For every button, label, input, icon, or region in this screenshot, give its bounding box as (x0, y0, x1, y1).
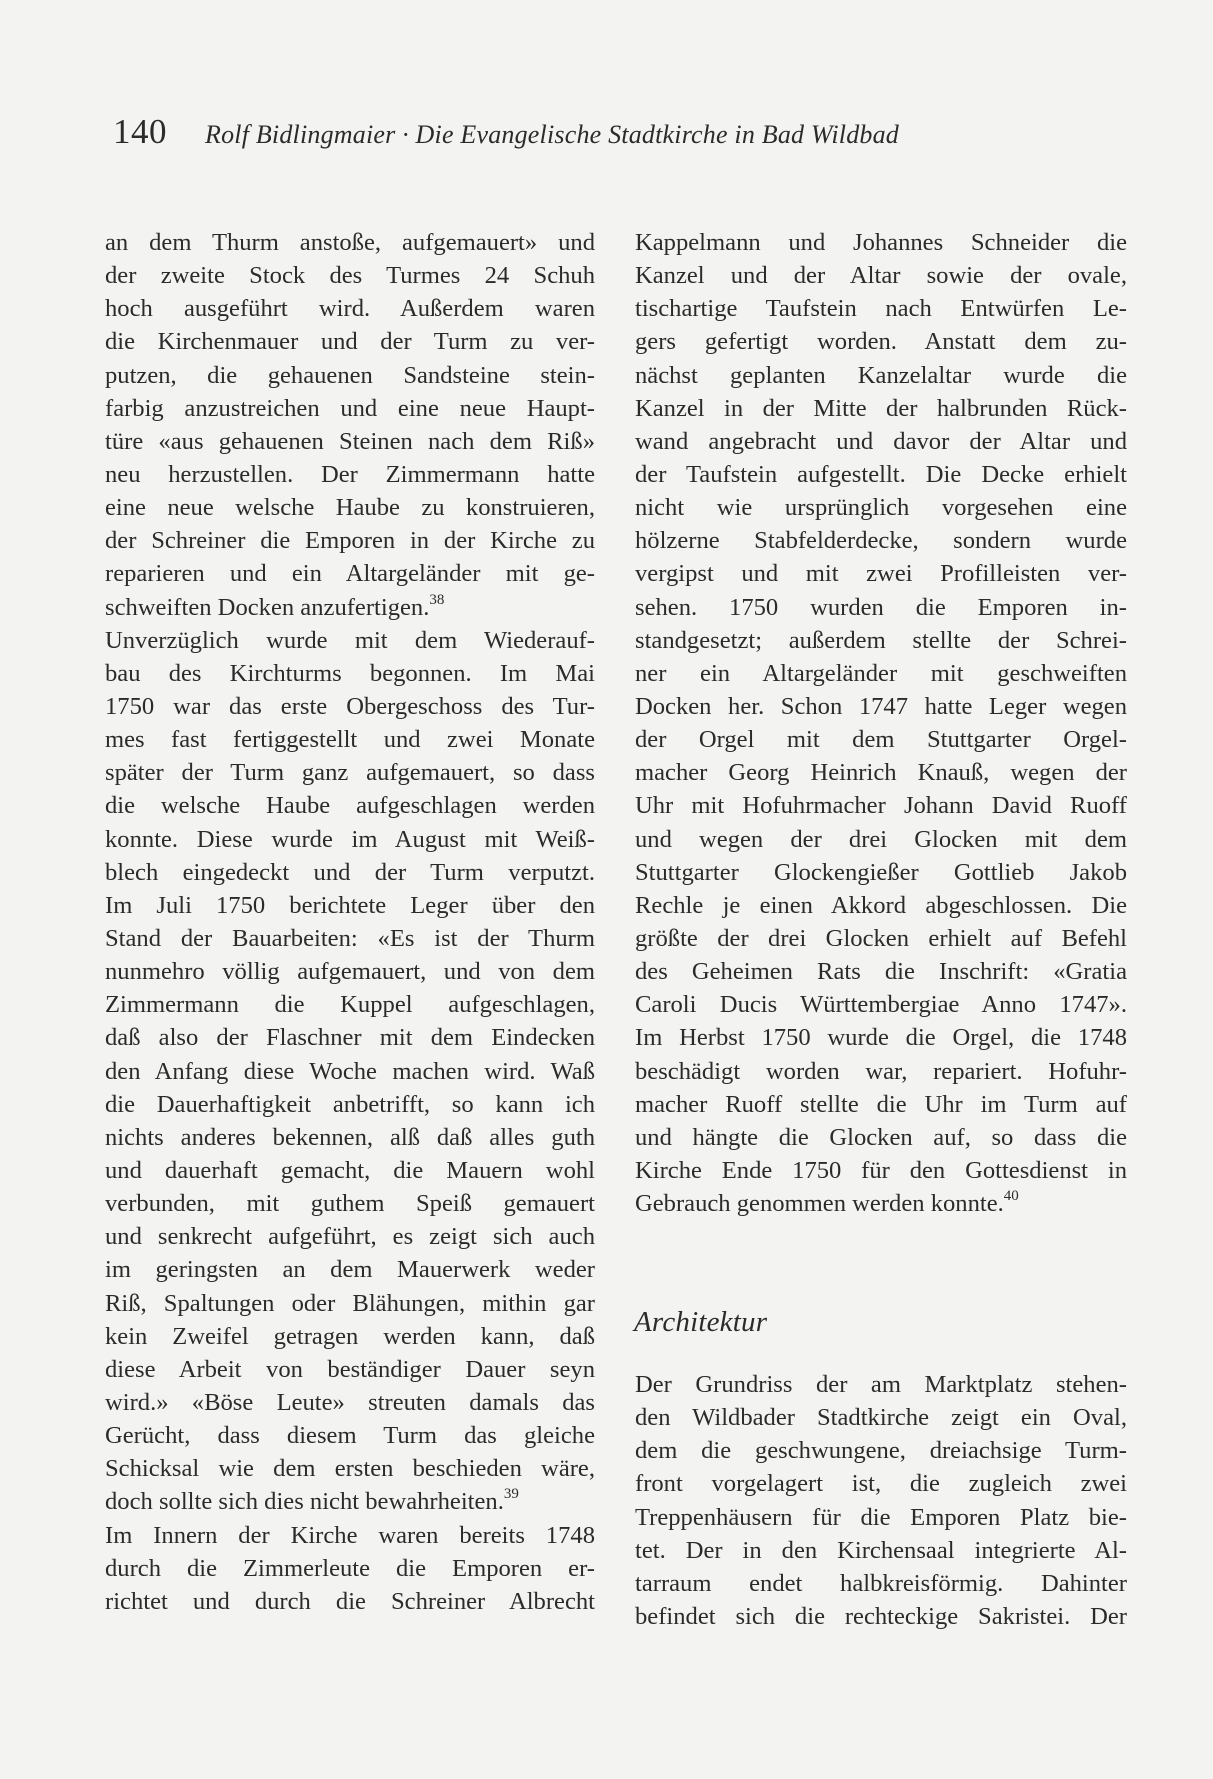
text-line: neu herzustellen. Der Zimmermann hatte (105, 460, 595, 488)
text-line: wird.» «Böse Leute» streuten damals das (105, 1388, 595, 1416)
text-line: wand angebracht und davor der Altar und (635, 427, 1127, 455)
text-line: türe «aus gehauenen Steinen nach dem Riß» (105, 427, 595, 455)
text-line: nichts anderes bekennen, alß daß alles guth (105, 1123, 595, 1151)
left-column (105, 226, 595, 1618)
text-line: tarraum endet halbkreisförmig. Dahinter (635, 1569, 1127, 1597)
text-line: Zimmermann die Kuppel aufgeschlagen, (105, 991, 595, 1019)
footnote-marker: 40 (1003, 1188, 1019, 1205)
text-line: daß also der Flaschner mit dem Eindecken (105, 1024, 595, 1052)
text-line: 1750 war das erste Obergeschoss des Tur- (105, 692, 595, 720)
text-line: befindet sich die rechteckige Sakristei. Der (635, 1602, 1127, 1630)
text-line-content: doch sollte sich dies nicht bewahrheiten. (105, 1488, 504, 1516)
text-line: front vorgelagert ist, die zugleich zwei (635, 1470, 1127, 1498)
text-line: Im Herbst 1750 wurde die Orgel, die 1748 (635, 1024, 1127, 1052)
text-line: macher Ruoff stellte die Uhr im Turm auf (635, 1090, 1127, 1118)
text-line: hölzerne Stabfelderdecke, sondern wurde (635, 527, 1127, 555)
text-line: Kanzel in der Mitte der halbrunden Rück- (635, 394, 1127, 422)
text-line: Gerücht, dass diesem Turm das gleiche (105, 1422, 595, 1450)
text-line: durch die Zimmerleute die Emporen er- (105, 1554, 595, 1582)
text-line: größte der drei Glocken erhielt auf Befehl (635, 924, 1127, 952)
section-heading: Architektur (634, 1306, 768, 1338)
text-line: der zweite Stock des Turmes 24 Schuh (105, 262, 595, 290)
text-line: Kirche Ende 1750 für den Gottesdienst in (635, 1156, 1127, 1184)
text-line: Uhr mit Hofuhrmacher Johann David Ruoff (635, 792, 1127, 820)
text-line: später der Turm ganz aufgemauert, so dass (105, 759, 595, 787)
text-line: sehen. 1750 wurden die Emporen in- (635, 593, 1127, 621)
text-line: Der Grundriss der am Marktplatz stehen- (635, 1371, 1127, 1398)
footnote-marker: 38 (429, 591, 445, 608)
text-line: putzen, die gehauenen Sandsteine stein- (105, 361, 595, 389)
text-line: Im Juli 1750 berichtete Leger über den (105, 891, 595, 919)
text-line: an dem Thurm anstoße, aufgemauert» und (105, 229, 595, 256)
text-line: verbunden, mit guthem Speiß gemauert (105, 1190, 595, 1218)
text-line: Stand der Bauarbeiten: «Es ist der Thurm (105, 924, 595, 952)
text-line: richtet und durch die Schreiner Albrecht (105, 1587, 595, 1615)
text-line: und dauerhaft gemacht, die Mauern wohl (105, 1156, 595, 1184)
text-line: den Anfang diese Woche machen wird. Waß (105, 1057, 595, 1085)
text-line: die Kirchenmauer und der Turm zu ver- (105, 328, 595, 356)
text-line: mes fast fertiggestellt und zwei Monate (105, 726, 595, 754)
text-line (105, 591, 595, 624)
text-line: Stuttgarter Glockengießer Gottlieb Jakob (635, 858, 1127, 886)
text-line: tet. Der in den Kirchensaal integrierte Al- (635, 1536, 1127, 1564)
text-line: im geringsten an dem Mauerwerk weder (105, 1256, 595, 1284)
text-line: konnte. Diese wurde im August mit Weiß- (105, 825, 595, 853)
text-line: kein Zweifel getragen werden kann, daß (105, 1322, 595, 1350)
text-line: nächst geplanten Kanzelaltar wurde die (635, 361, 1127, 389)
text-line (635, 1187, 1127, 1220)
footnote-marker: 39 (503, 1486, 519, 1503)
text-line: Caroli Ducis Württembergiae Anno 1747». (635, 991, 1127, 1019)
text-line: blech eingedeckt und der Turm verputzt. (105, 858, 595, 886)
text-line: nicht wie ursprünglich vorgesehen eine (635, 494, 1127, 522)
text-line (105, 1485, 595, 1518)
text-line: des Geheimen Rats die Inschrift: «Gratia (635, 958, 1127, 986)
text-line: macher Georg Heinrich Knauß, wegen der (635, 759, 1127, 787)
text-line: reparieren und ein Altargeländer mit ge- (105, 560, 595, 588)
text-line: Docken her. Schon 1747 hatte Leger wegen (635, 692, 1127, 720)
text-line-content: schweiften Docken anzufertigen. (105, 593, 430, 621)
text-line: diese Arbeit von beständiger Dauer seyn (105, 1355, 595, 1383)
text-line: bau des Kirchturms begonnen. Im Mai (105, 659, 595, 687)
text-line: und wegen der drei Glocken mit dem (635, 825, 1127, 853)
running-title: Rolf Bidlingmaier · Die Evangelische Stadtkirche in Bad Wildbad (205, 120, 900, 149)
text-line: Schicksal wie dem ersten beschieden wäre, (105, 1455, 595, 1483)
text-line: nunmehro völlig aufgemauert, und von dem (105, 958, 595, 986)
text-line-content: Gebrauch genommen werden konnte. (635, 1190, 1004, 1218)
right-column (635, 226, 1127, 1220)
text-line: vergipst und mit zwei Profilleisten ver- (635, 560, 1127, 588)
text-line: tischartige Taufstein nach Entwürfen Le- (635, 295, 1127, 323)
text-line: Kappelmann und Johannes Schneider die (635, 229, 1127, 256)
text-line: farbig anzustreichen und eine neue Haupt- (105, 394, 595, 422)
text-line: und hängte die Glocken auf, so dass die (635, 1123, 1127, 1151)
text-line: standgesetzt; außerdem stellte der Schrei- (635, 626, 1127, 654)
text-line: beschädigt worden war, repariert. Hofuhr- (635, 1057, 1127, 1085)
text-line: hoch ausgeführt wird. Außerdem waren (105, 295, 595, 323)
text-line: und senkrecht aufgeführt, es zeigt sich auch (105, 1223, 595, 1251)
text-line: Rechle je einen Akkord abgeschlossen. Die (635, 891, 1127, 919)
text-line: eine neue welsche Haube zu konstruieren, (105, 494, 595, 522)
text-line: Im Innern der Kirche waren bereits 1748 (105, 1521, 595, 1549)
page-number: 140 (113, 112, 167, 151)
section-body (635, 1368, 1127, 1633)
text-line: Riß, Spaltungen oder Blähungen, mithin gar (105, 1289, 595, 1317)
text-line: die welsche Haube aufgeschlagen werden (105, 792, 595, 820)
text-line: der Taufstein aufgestellt. Die Decke erhielt (635, 460, 1127, 488)
text-line: Kanzel und der Altar sowie der ovale, (635, 262, 1127, 290)
text-line: gers gefertigt worden. Anstatt dem zu- (635, 328, 1127, 356)
text-line: Treppenhäusern für die Emporen Platz bie- (635, 1503, 1127, 1531)
text-line: ner ein Altargeländer mit geschweiften (635, 659, 1127, 687)
text-line: der Orgel mit dem Stuttgarter Orgel- (635, 726, 1127, 754)
text-line: den Wildbader Stadtkirche zeigt ein Oval, (635, 1404, 1127, 1432)
text-line: Unverzüglich wurde mit dem Wiederauf- (105, 626, 595, 654)
text-line: dem die geschwungene, dreiachsige Turm- (635, 1437, 1127, 1465)
text-line: der Schreiner die Emporen in der Kirche zu (105, 527, 595, 555)
text-line: die Dauerhaftigkeit anbetrifft, so kann ich (105, 1090, 595, 1118)
running-header (113, 112, 1113, 152)
